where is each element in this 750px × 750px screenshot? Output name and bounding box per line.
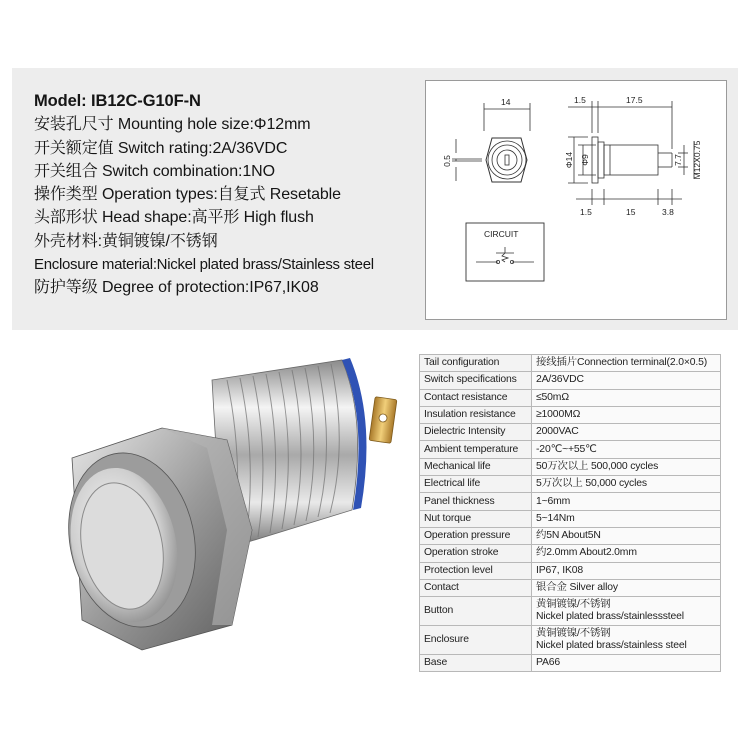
switch-rating-line: 开关额定值 Switch rating:2A/36VDC [34, 139, 288, 157]
table-row [420, 424, 721, 441]
dim-0-5: 0.5 [442, 155, 452, 167]
table-row [420, 510, 721, 527]
row-value: -20℃~+55℃ [532, 441, 721, 458]
terminal-tab [369, 397, 397, 444]
row-value: 1~6mm [532, 493, 721, 510]
row-value: ≥1000MΩ [532, 406, 721, 423]
row-value: 银合金 Silver alloy [532, 579, 721, 596]
row-key: Operation stroke [420, 545, 532, 562]
row-key: Tail configuration [420, 355, 532, 372]
dim-thread: M12X0.75 [692, 140, 702, 180]
table-row [420, 441, 721, 458]
row-key: Electrical life [420, 476, 532, 493]
row-value-line: 黄铜镀镍/不锈钢 [536, 628, 611, 640]
table-row [420, 527, 721, 544]
enclosure-en-line: Enclosure material:Nickel plated brass/Stainless steel [34, 256, 374, 274]
row-key: Mechanical life [420, 458, 532, 475]
row-key: Nut torque [420, 510, 532, 527]
row-value: 约2.0mm About2.0mm [532, 545, 721, 562]
row-value-line: Nickel plated brass/stainlesssteel [536, 611, 684, 623]
row-key: Operation pressure [420, 527, 532, 544]
row-key: Base [420, 655, 532, 672]
row-value: 2A/36VDC [532, 372, 721, 389]
row-value: 5万次以上 50,000 cycles [532, 476, 721, 493]
spec-table-grid [419, 354, 721, 672]
product-photo [12, 340, 412, 680]
side-flange [598, 142, 604, 178]
dim-7-7: 7.7 [673, 154, 683, 166]
dim-phi9: Φ9 [580, 154, 590, 166]
table-row [420, 597, 721, 626]
circuit-label: CIRCUIT [484, 229, 519, 239]
side-body [604, 145, 658, 175]
row-key: Contact resistance [420, 389, 532, 406]
enclosure-cn-line: 外壳材料:黄铜镀镍/不锈钢 [34, 232, 218, 250]
row-value: 约5N About5N [532, 527, 721, 544]
table-row [420, 493, 721, 510]
dim-17-5: 17.5 [626, 95, 643, 105]
spec-lines [34, 90, 374, 300]
row-value: IP67, IK08 [532, 562, 721, 579]
row-key: Switch specifications [420, 372, 532, 389]
table-row [420, 355, 721, 372]
row-value: 2000VAC [532, 424, 721, 441]
switch-combination-line: 开关组合 Switch combination:1NO [34, 162, 275, 180]
spec-panel [12, 68, 738, 330]
row-value: PA66 [532, 655, 721, 672]
row-value: ≤50mΩ [532, 389, 721, 406]
dim-phi14: Φ14 [564, 151, 574, 169]
row-value [532, 626, 721, 655]
head-shape-line: 头部形状 Head shape:高平形 High flush [34, 209, 314, 227]
dim-14: 14 [501, 97, 511, 107]
table-row [420, 406, 721, 423]
table-row [420, 579, 721, 596]
operation-type-line: 操作类型 Operation types:自复式 Resetable [34, 186, 341, 204]
row-value: 接线插片Connection terminal(2.0×0.5) [532, 355, 721, 372]
table-row [420, 476, 721, 493]
row-value: 50万次以上 500,000 cycles [532, 458, 721, 475]
model-line: Model: IB12C-G10F-N [34, 92, 201, 110]
row-key: Contact [420, 579, 532, 596]
table-row [420, 655, 721, 672]
dim-3-8: 3.8 [662, 207, 674, 217]
front-slot [505, 155, 509, 165]
table-row [420, 389, 721, 406]
row-key: Insulation resistance [420, 406, 532, 423]
row-key: Protection level [420, 562, 532, 579]
protection-line: 防护等级 Degree of protection:IP67,IK08 [34, 279, 319, 297]
mounting-hole-line: 安装孔尺寸 Mounting hole size:Φ12mm [34, 116, 311, 134]
row-value-line: Nickel plated brass/stainless steel [536, 640, 687, 652]
row-key: Dielectric Intensity [420, 424, 532, 441]
row-value: 5~14Nm [532, 510, 721, 527]
table-row [420, 626, 721, 655]
table-row [420, 562, 721, 579]
spec-table [419, 354, 721, 672]
row-key: Enclosure [420, 626, 532, 655]
row-value [532, 597, 721, 626]
dim-1-5-top: 1.5 [574, 95, 586, 105]
table-row [420, 458, 721, 475]
dimension-drawing [425, 80, 727, 320]
side-head [592, 137, 598, 183]
row-value-line: 黄铜镀镍/不锈钢 [536, 599, 611, 611]
table-row [420, 372, 721, 389]
row-key: Button [420, 597, 532, 626]
row-key: Ambient temperature [420, 441, 532, 458]
row-key: Panel thickness [420, 493, 532, 510]
table-row [420, 545, 721, 562]
dim-15: 15 [626, 207, 636, 217]
dim-1-5-bottom: 1.5 [580, 207, 592, 217]
